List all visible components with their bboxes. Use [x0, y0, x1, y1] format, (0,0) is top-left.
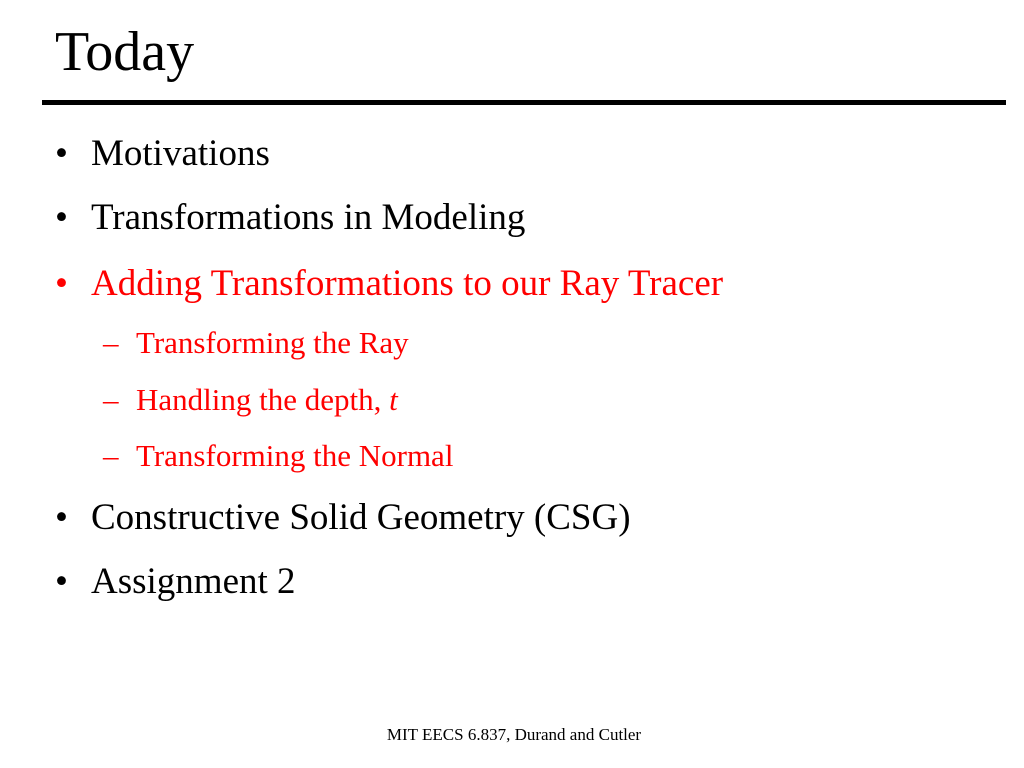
subbullet-marker: – [103, 382, 119, 417]
subbullet-marker: – [103, 438, 119, 473]
bullet-item-motivations [55, 132, 270, 176]
slide-footer: MIT EECS 6.837, Durand and Cutler [386, 725, 642, 744]
subbullet-text: Transforming the Normal [136, 438, 454, 473]
bullet-text: Transformations in Modeling [91, 197, 526, 238]
title-divider [42, 100, 1006, 105]
bullet-marker: • [55, 197, 68, 238]
bullet-marker: • [55, 133, 68, 174]
subbullet-text: Handling the depth, [136, 382, 390, 417]
subbullet-variable-t: t [389, 382, 398, 417]
subbullet-item-transforming-the-ray [103, 324, 409, 362]
bullet-text: Motivations [91, 133, 270, 174]
subbullet-marker: – [103, 325, 119, 360]
bullet-item-transformations-in-modeling [55, 196, 525, 240]
bullet-marker: • [55, 263, 68, 304]
bullet-item-assignment-2 [55, 560, 296, 604]
bullet-text: Adding Transformations to our Ray Tracer [91, 263, 724, 304]
bullet-text: Assignment 2 [91, 561, 296, 602]
bullet-text: Constructive Solid Geometry (CSG) [91, 497, 631, 538]
bullet-item-adding-transformations [55, 262, 723, 306]
bullet-item-csg [55, 496, 631, 540]
subbullet-item-transforming-the-normal [103, 437, 453, 475]
subbullet-text: Transforming the Ray [136, 325, 409, 360]
slide-title: Today [55, 21, 195, 83]
bullet-marker: • [55, 561, 68, 602]
subbullet-item-handling-the-depth [103, 381, 398, 419]
bullet-marker: • [55, 497, 68, 538]
